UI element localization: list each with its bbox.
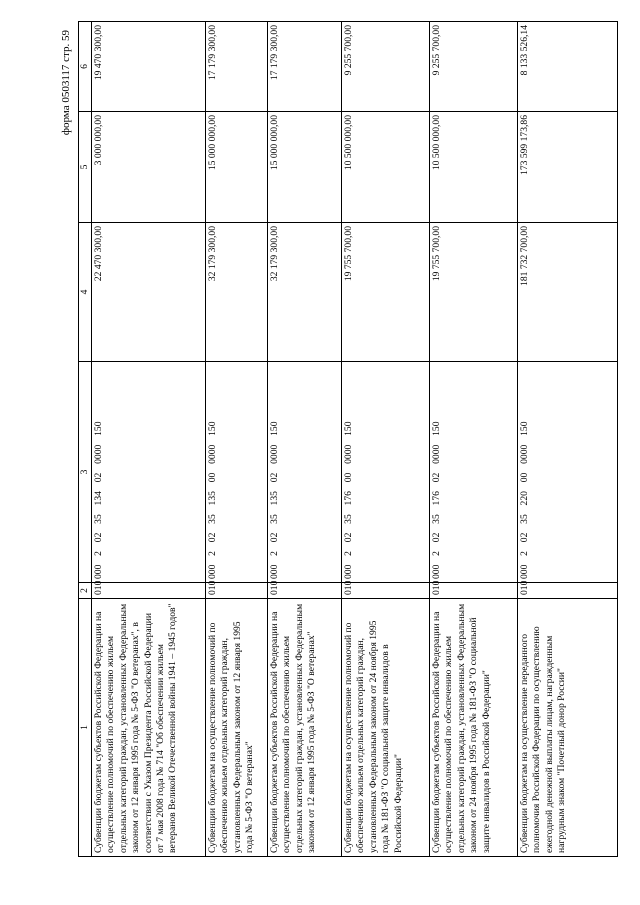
row-executed: 3 000 000,00 — [92, 112, 206, 223]
row-line-code: 010 — [518, 583, 618, 599]
column-header-1: 1 — [79, 599, 92, 857]
row-line-code: 010 — [206, 583, 268, 599]
row-unexecuted: 9 255 700,00 — [430, 22, 518, 112]
column-header-3: 3 — [79, 362, 92, 583]
report-table — [78, 21, 618, 857]
row-income-code: 000 2 02 35 176 02 0000 150 — [430, 362, 518, 583]
row-unexecuted: 19 470 300,00 — [92, 22, 206, 112]
row-approved: 19 755 700,00 — [430, 223, 518, 362]
row-unexecuted: 17 179 300,00 — [206, 22, 268, 112]
row-name: Субвенции бюджетам субъектов Российской Федерации на осуществление полномочий по обеспечению жильем отдельных категорий граждан, установленных Федеральным законом от 24 ноября 1995 года № 181-ФЗ "О социальной защите инвалидов в Российской Федерации" — [430, 599, 518, 857]
row-approved: 22 470 300,00 — [92, 223, 206, 362]
row-name: Субвенции бюджетам на осуществление полномочий по обеспечению жильем отдельных категорий граждан, установленных Федеральным законом от 24 ноября 1995 года № 181-ФЗ "О социальной защите инвалидов в Российской Федерации" — [342, 599, 430, 857]
rotated-page — [60, 22, 620, 857]
row-unexecuted: 17 179 300,00 — [268, 22, 342, 112]
row-approved: 32 179 300,00 — [268, 223, 342, 362]
row-name: Субвенции бюджетам на осуществление полномочий по обеспечению жильем отдельных категорий граждан, установленных Федеральным законом от 12 января 1995 года № 5-ФЗ "О ветеранах" — [206, 599, 268, 857]
column-number-row — [79, 22, 92, 857]
row-line-code: 010 — [342, 583, 430, 599]
row-line-code: 010 — [92, 583, 206, 599]
row-approved: 181 732 700,00 — [518, 223, 618, 362]
row-approved: 19 755 700,00 — [342, 223, 430, 362]
table-row — [92, 22, 206, 857]
table-row — [268, 22, 342, 857]
row-line-code: 010 — [430, 583, 518, 599]
table-row — [206, 22, 268, 857]
table-row — [430, 22, 518, 857]
column-header-5: 5 — [79, 112, 92, 223]
row-executed: 15 000 000,00 — [206, 112, 268, 223]
row-name: Субвенции бюджетам субъектов Российской Федерации на осуществление полномочий по обеспечению жильем отдельных категорий граждан, установленных Федеральным законом от 12 января 1995 года № 5-ФЗ "О ветеранах", в соответствии с Указом Президента Российской Федерации от 7 мая 2008 года № 714 "Об обеспечении жильем ветеранов Великой Отечественной войны 1941 – 1945 годов" — [92, 599, 206, 857]
table-row — [518, 22, 618, 857]
row-approved: 32 179 300,00 — [206, 223, 268, 362]
column-header-2: 2 — [79, 583, 92, 599]
row-income-code: 000 2 02 35 135 00 0000 150 — [206, 362, 268, 583]
row-executed: 173 599 173,86 — [518, 112, 618, 223]
row-line-code: 010 — [268, 583, 342, 599]
row-executed: 15 000 000,00 — [268, 112, 342, 223]
row-name: Субвенции бюджетам субъектов Российской Федерации на осуществление полномочий по обеспечению жильем отдельных категорий граждан, установленных Федеральным законом от 12 января 1995 года № 5-ФЗ "О ветеранах" — [268, 599, 342, 857]
column-header-6: 6 — [79, 22, 92, 112]
row-income-code: 000 2 02 35 134 02 0000 150 — [92, 362, 206, 583]
row-income-code: 000 2 02 35 220 00 0000 150 — [518, 362, 618, 583]
row-executed: 10 500 000,00 — [430, 112, 518, 223]
table-row — [342, 22, 430, 857]
row-name: Субвенции бюджетам на осуществление переданного полномочия Российской Федерации по осуществлению ежегодной денежной выплаты лицам, награжденным нагрудным знаком "Почетный донор России" — [518, 599, 618, 857]
column-header-4: 4 — [79, 223, 92, 362]
row-income-code: 000 2 02 35 176 00 0000 150 — [342, 362, 430, 583]
row-executed: 10 500 000,00 — [342, 112, 430, 223]
row-income-code: 000 2 02 35 135 02 0000 150 — [268, 362, 342, 583]
form-reference: форма 0503117 стр. 59 — [60, 30, 72, 136]
row-unexecuted: 8 133 526,14 — [518, 22, 618, 112]
row-unexecuted: 9 255 700,00 — [342, 22, 430, 112]
